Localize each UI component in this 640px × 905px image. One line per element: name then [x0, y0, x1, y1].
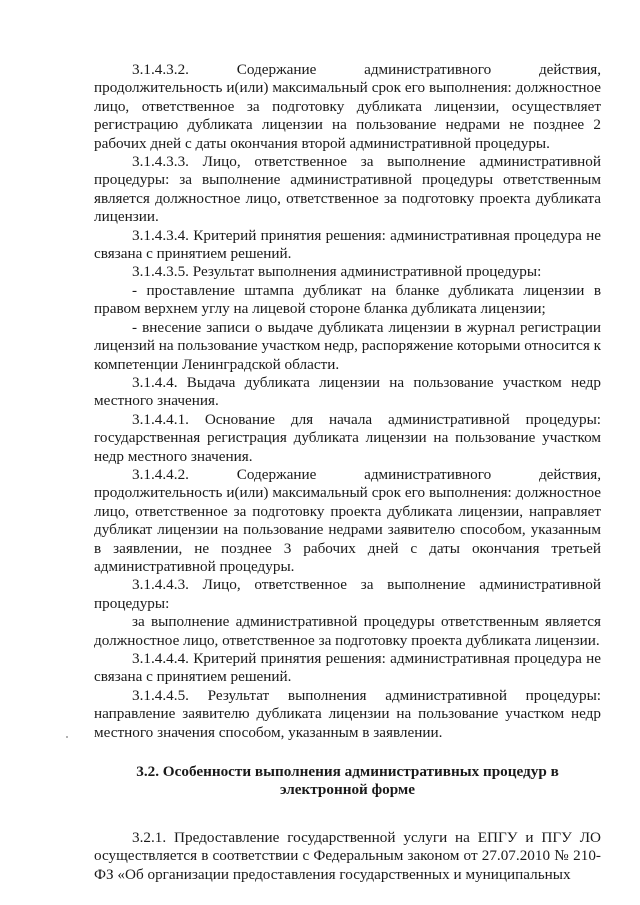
scan-artifact — [66, 736, 68, 738]
paragraph-3-1-4-4-3: 3.1.4.4.3. Лицо, ответственное за выполнение административной процедуры: — [94, 576, 601, 612]
paragraph-3-1-4-4-1: 3.1.4.4.1. Основание для начала административной процедуры: государственная регистрация дубликата лицензии на пользование участком недр местного значения. — [94, 410, 601, 465]
list-item-journal-entry: - внесение записи о выдаче дубликата лицензии в журнал регистрации лицензий на пользование участком недр, распоряжение которыми относится к компетенции Ленинградской области. — [94, 318, 601, 373]
list-item-stamp: - проставление штампа дубликат на бланке дубликата лицензии в правом верхнем углу на лицевой стороне бланка дубликата лицензии; — [94, 281, 601, 318]
paragraph-3-1-4-3-4: 3.1.4.3.4. Критерий принятия решения: административная процедура не связана с принятием решений. — [94, 226, 601, 263]
paragraph-3-1-4-4: 3.1.4.4. Выдача дубликата лицензии на пользование участком недр местного значения. — [94, 373, 601, 410]
paragraph-3-1-4-4-4: 3.1.4.4.4. Критерий принятия решения: административная процедура не связана с принятием решений. — [94, 650, 601, 686]
section-heading-3-2: 3.2. Особенности выполнения административных процедур в электронной форме — [136, 763, 559, 799]
paragraph-3-1-4-4-5: 3.1.4.4.5. Результат выполнения административной процедуры: направление заявителю дубликата лицензии на пользование участком недр местного значения способом, указанным в заявлении. — [94, 686, 601, 741]
document-body — [94, 61, 601, 884]
paragraph-3-1-4-3-2: 3.1.4.3.2. Содержание административного действия, продолжительность и(или) максимальный срок его выполнения: должностное лицо, ответственное за подготовку дубликата лицензии, осуществляет регистрацию дубликата лицензии на пользование недрами не позднее 2 рабочих дней с даты окончания второй административной процедуры. — [94, 61, 601, 152]
paragraph-responsible-person: за выполнение административной процедуры ответственным является должностное лицо, ответственное за подготовку проекта дубликата лицензии. — [94, 613, 601, 649]
paragraph-3-1-4-3-3: 3.1.4.3.3. Лицо, ответственное за выполнение административной процедуры: за выполнение административной процедуры ответственным является должностное лицо, ответственное за подготовку проекта дубликата лицензии. — [94, 153, 601, 226]
paragraph-3-1-4-4-2: 3.1.4.4.2. Содержание административного действия, продолжительность и(или) максимальный срок его выполнения: должностное лицо, ответственное за подготовку проекта дубликата лицензии, направляет дубликат лицензии на пользование недрами заявителю способом, указанным в заявлении, не позднее 3 рабочих дней с даты окончания третьей административной процедуры. — [94, 465, 601, 575]
paragraph-3-2-1: 3.2.1. Предоставление государственной услуги на ЕПГУ и ПГУ ЛО осуществляется в соответствии с Федеральным законом от 27.07.2010 № 210-ФЗ «Об организации предоставления государственных и муниципальных — [94, 828, 601, 883]
paragraph-3-1-4-3-5: 3.1.4.3.5. Результат выполнения административной процедуры: — [132, 263, 542, 281]
